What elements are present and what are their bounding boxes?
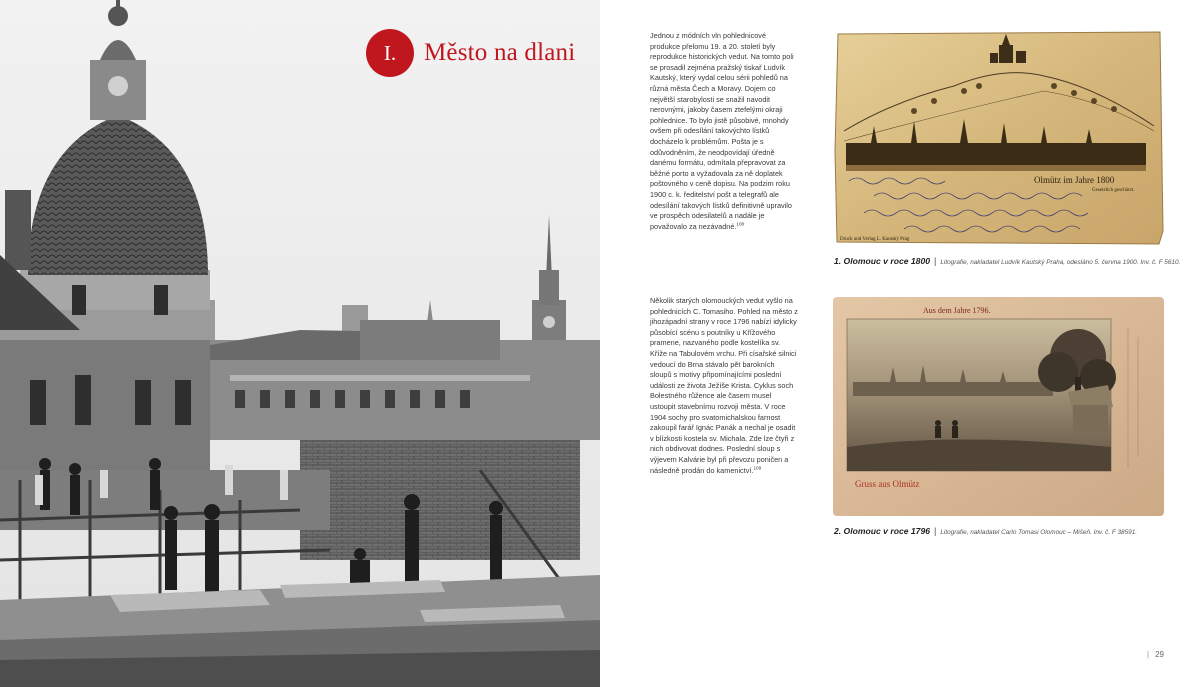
postcard-1-caption-desc: Litografie, nakladatel Ludvík Kautský Praha, odesláno 5. června 1900. Inv. č. F 5610.: [940, 259, 1181, 266]
page-number-bar: |: [1147, 650, 1150, 659]
postcard-1-printed-title: Olmütz im Jahre 1800: [1034, 175, 1115, 185]
footnote-ref-2: 109: [753, 465, 762, 471]
page-number: [1147, 650, 1164, 659]
caption-separator: |: [934, 256, 937, 266]
paragraph-2-text: Několik starých olomouckých vedut vyšlo na pohlednicích C. Tomasiho. Pohled na město z jihozápadní strany v roce 1796 nabízí idylicky působící scénu s poutníky u Křížového pramene, nazvaného podle kostelíka sv. Kříže na Tabulovém vrchu. Při císařské silnici vedoucí do Brna stávalo pět barokních sloupů s motivy připomínajícími poslední události ze života Ježíše Krista. Cyklus soch Bolestného růžence ale časem musel ustoupit stavebnímu rozvoji města. V roce 1904 sochy pro svatomichalskou farnost zakoupil farář Ignác Panák a nechal je osadit v blízkosti kostela sv. Michala. Zde lze čtyři z nich obdivovat dodnes. Poslední sloup s výjevem Kalvárie byl při převozu poničen a následně prodán do kamenictví.: [650, 296, 798, 475]
paragraph-1-text: Jednou z módních vln pohlednicové produkce přelomu 19. a 20. století byly reprodukce historických vedut. Na tomto poli se prosadil zejména pražský tiskař Ludvík Kautský, který vydal celou sérii pohledů na různá města Čech a Moravy. Dojem co největší starobylosti se snažil navodit nerovnými, jakoby časem ztefelými okraji pohlednice. To bylo jistě působivé, mnohdy ovšem při odesílání takovýchto lístků docházelo k problémům. Pošta je s odůvodněním, že neodpovídají úředně danému formátu, odmítala přepravovat za běžné porto a vyžadovala za ně doplatek poštovného v ceně dopisu. Na podzim roku 1900 c. k. ředitelství pošt a telegrafů ale odesílání takových lístků definitivně upravilo ve prospěch odesilatelů a nadále je považovalo za nezávadné.: [650, 31, 794, 231]
postcard-1-image: [834, 31, 1164, 246]
postcard-2-printed-bottom: Gruss aus Olmütz: [855, 479, 920, 489]
chapter-heading: [366, 29, 575, 77]
postcard-1-caption: [834, 256, 1180, 266]
chapter-number-badge: I.: [366, 29, 414, 77]
chapter-title: Město na dlani: [424, 39, 576, 66]
postcard-1-caption-title: 1. Olomouc v roce 1800: [834, 256, 931, 266]
postcard-1-printed-publisher: Druck und Verlag L. Kautský Prag: [840, 237, 910, 242]
body-paragraph-2: [650, 296, 798, 476]
postcard-2-caption: [834, 526, 1137, 536]
postcard-2-caption-desc: Litografie, nakladatel Carlo Tomasi Olomouc – Mišeň. Inv. č. F 38591.: [940, 529, 1138, 536]
postcard-1-lithograph: [834, 31, 1164, 246]
postcard-2-printed-top: Aus dem Jahre 1796.: [923, 306, 991, 315]
postcard-1-printed-note: Gesetzlich geschützt.: [1092, 188, 1135, 193]
body-paragraph-1: [650, 31, 798, 232]
footnote-ref-1: 108: [736, 221, 745, 227]
postcard-2-lithograph: [833, 297, 1164, 516]
page-number-value: 29: [1155, 650, 1164, 659]
caption-separator: |: [934, 526, 937, 536]
postcard-2-caption-title: 2. Olomouc v roce 1796: [834, 526, 931, 536]
postcard-2-image: [833, 297, 1164, 516]
